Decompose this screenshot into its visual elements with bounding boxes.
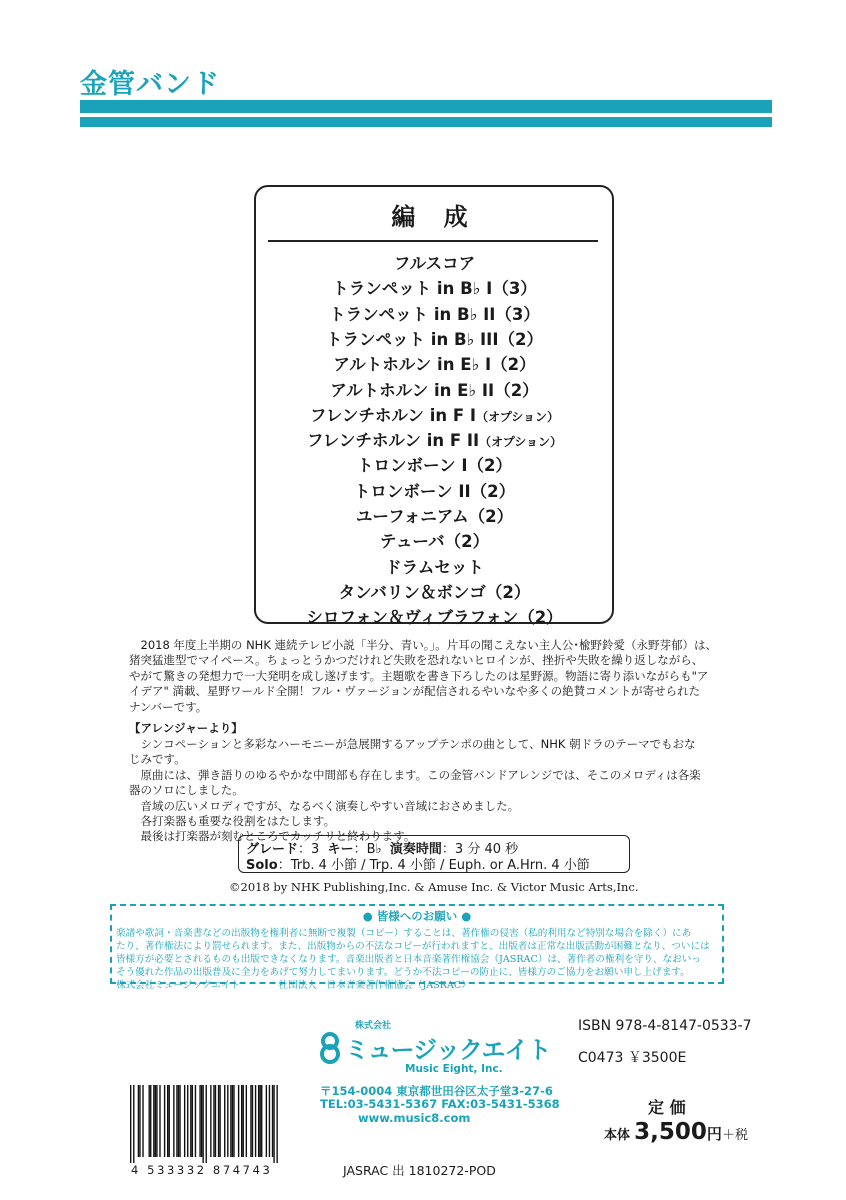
barcode-bar <box>224 1085 225 1157</box>
description-line: やがて驚きの発想力で一大発明を成し遂げます。主題歌を書き下ろしたのは星野源。物語に寄り添いながらも"ア <box>129 668 709 683</box>
grade-value: ：3 <box>298 842 320 857</box>
barcode-bar <box>164 1085 165 1157</box>
instrument-name: シロフォン＆ヴィブラフォン（2） <box>306 608 563 628</box>
publisher-address: 〒154-0004 東京都世田谷区太子堂3-27-6 <box>320 1084 553 1098</box>
instrument-item <box>254 579 615 603</box>
barcode-bar <box>184 1085 185 1157</box>
barcode-bar <box>179 1085 180 1157</box>
instrument-item <box>254 554 615 578</box>
barcode-bar <box>272 1085 273 1157</box>
instrument-name: フレンチホルン in F I <box>310 405 477 425</box>
instrument-item <box>254 275 615 299</box>
instrument-name: ユーフォニアム（2） <box>355 507 514 526</box>
barcode-bar <box>159 1085 160 1157</box>
instrument-item <box>254 326 615 350</box>
barcode-bar <box>273 1085 274 1163</box>
barcode-bar <box>149 1085 150 1157</box>
instrument-name: トランペット in B♭ I（3） <box>332 279 537 299</box>
instrument-item <box>254 427 615 451</box>
time-label: 演奏時間 <box>389 842 442 857</box>
barcode-bar <box>233 1085 234 1157</box>
barcode-bar <box>213 1085 214 1157</box>
logo-kaisha: 株式会社 <box>355 1021 392 1031</box>
price <box>604 1119 748 1145</box>
barcode-bar <box>276 1085 277 1163</box>
description-line: ナンバーです。 <box>129 699 208 714</box>
instrument-name: フレンチホルン in F II <box>306 431 480 451</box>
instrument-name: トロンボーン I（2） <box>356 456 513 476</box>
instrument-name: タンバリン＆ボンゴ（2） <box>338 582 531 602</box>
instrument-name: ドラムセット <box>385 557 484 577</box>
price-unit: 円 <box>706 1125 722 1143</box>
arranger-line: 各打楽器も重要な役割をはたします。 <box>129 814 336 828</box>
barcode-bar <box>150 1085 151 1157</box>
barcode-bar <box>202 1085 203 1163</box>
info-line-solo <box>246 854 590 873</box>
barcode-bar <box>190 1085 191 1157</box>
notice-line: 株式会社ミュージックエイト 社団法人 日本音楽著作権協会（JASRAC） <box>116 980 471 991</box>
instrument-item <box>254 250 615 274</box>
barcode-bar <box>241 1085 242 1157</box>
barcode-bar <box>227 1085 228 1157</box>
barcode-bar <box>269 1085 270 1157</box>
arranger-line: 音域の広いメロディですが、なるべく演奏しやすい音域におさめました。 <box>129 798 520 813</box>
instrument-note: （オプション） <box>476 409 559 424</box>
barcode-bar <box>266 1085 267 1157</box>
barcode-bar <box>250 1085 251 1157</box>
publisher-tel: TEL:03-5431-5367 FAX:03-5431-5368 <box>320 1097 560 1111</box>
barcode-bar <box>142 1085 143 1157</box>
description-line: イデア" 満載、星野ワールド全開！フル・ヴァージョンが配信されるやいなや多くの絶賛コメントが寄せられた <box>129 684 701 699</box>
arranger-heading: 【アレンジャーより】 <box>129 721 243 735</box>
barcode-bar <box>173 1085 174 1157</box>
instrument-item <box>254 503 615 527</box>
notice-line: そう優れた作品の出版普及に全力をあげて努力してまいります。どうか不法コピーの防止に、皆様方のご協力をお願い申し上げます。 <box>116 967 690 978</box>
barcode-number: 4 533332 874743 <box>131 1163 273 1177</box>
header-bar-thin <box>80 117 772 127</box>
notice-line: 皆様方が必要とされるものも出版できなくなります。音楽出版者と日本音楽著作権協会（JASRAC）は、著作者の権利を守り、なおいっ <box>116 954 701 965</box>
barcode-bar <box>155 1085 156 1157</box>
barcode-bar <box>230 1085 231 1157</box>
barcode-bar <box>167 1085 168 1157</box>
barcode-bar <box>218 1085 219 1157</box>
formation-title-rule <box>268 240 598 242</box>
instrument-name: フルスコア <box>393 254 476 273</box>
instrument-item <box>254 301 615 325</box>
barcode-bar <box>133 1085 134 1163</box>
instrument-item <box>254 351 615 375</box>
price-amount: 3,500 <box>634 1119 707 1145</box>
instrument-item <box>254 604 615 628</box>
barcode-bar <box>252 1085 253 1157</box>
publisher-url: www.music8.com <box>358 1111 471 1125</box>
barcode-bar <box>192 1085 193 1157</box>
isbn: ISBN 978-4-8147-0533-7 <box>578 1018 752 1034</box>
notice-title: ● 皆様へのお願い ● <box>362 909 472 923</box>
copyright: ©2018 by NHK Publishing,Inc. & Amuse Inc. & Victor Music Arts,Inc. <box>229 880 639 894</box>
key-value: ：B♭ <box>353 842 382 857</box>
price-label: 定 価 <box>648 1098 686 1117</box>
instrument-note: （オプション） <box>479 435 563 450</box>
page-title: 金管バンド <box>80 69 220 100</box>
logo-english: Music Eight, Inc. <box>405 1063 503 1075</box>
barcode-bar <box>139 1085 140 1157</box>
grade-label: グレード <box>246 842 299 857</box>
barcode-bar <box>199 1085 200 1157</box>
barcode-bar <box>201 1085 202 1157</box>
instrument-name: トロンボーン II（2） <box>353 481 516 501</box>
time-value: ：3 分 40 秒 <box>441 842 519 857</box>
formation-title: 編 成 <box>391 203 478 231</box>
barcode-bar <box>169 1085 170 1157</box>
jasrac-code: JASRAC 出 1810272-POD <box>343 1163 496 1178</box>
barcode-bar <box>232 1085 233 1157</box>
solo-label: Solo <box>246 858 278 873</box>
eight-logo-icon <box>315 1032 345 1064</box>
arranger-line: 最後は打楽器が刻むところでカッチリと終わります。 <box>129 829 416 844</box>
description-line: 猪突猛進型でマイペース。ちょっとうかつだけれど失敗を恐れないヒロインが、挫折や失敗を繰り返しながら、 <box>129 653 704 668</box>
barcode-bar <box>156 1085 157 1157</box>
notice-line: 楽譜や歌詞・音楽書などの出版物を権利者に無断で複製（コピー）することは、著作権の侵害（私的利用など特別な場合を除く）にあ <box>116 928 692 939</box>
barcode-bar <box>255 1085 256 1157</box>
barcode-bar <box>210 1085 211 1157</box>
instrument-item <box>254 377 615 401</box>
barcode <box>130 1085 278 1163</box>
instrument-item <box>254 528 615 552</box>
solo-value: ：Trb. 4 小節 / Trp. 4 小節 / Euph. or A.Hrn. 4 小節 <box>277 858 590 873</box>
arranger-line: シンコペーションと多彩なハーモニーが急展開するアップテンポの曲として、NHK 朝ドラのテーマでもおな <box>129 737 696 751</box>
barcode-bar <box>153 1085 154 1157</box>
barcode-bar <box>187 1085 188 1157</box>
barcode-bar <box>138 1085 139 1157</box>
price-prefix: 本体 <box>604 1128 631 1143</box>
barcode-bar <box>246 1085 247 1157</box>
instrument-item <box>254 452 615 476</box>
instrument-name: アルトホルン in E♭ II（2） <box>330 380 539 400</box>
instrument-item <box>254 402 615 426</box>
instrument-name: トランペット in B♭ II（3） <box>329 304 540 324</box>
barcode-bar <box>258 1085 259 1157</box>
instrument-name: アルトホルン in E♭ I（2） <box>333 355 536 375</box>
barcode-bar <box>130 1085 131 1163</box>
key-label: キー <box>327 842 354 857</box>
barcode-bar <box>215 1085 216 1157</box>
logo-name: ミュージックエイト <box>345 1036 551 1064</box>
barcode-bar <box>243 1085 244 1157</box>
barcode-bar <box>176 1085 177 1157</box>
barcode-bar <box>178 1085 179 1157</box>
description-line: 2018 年度上半期の NHK 連続テレビ小説「半分、青い。」。片耳の聞こえない主人公･楡野鈴愛（永野芽郁）は、 <box>129 638 718 652</box>
barcode-bar <box>219 1085 220 1157</box>
arranger-line: 器のソロにしました。 <box>129 783 244 798</box>
arranger-line: 原曲には、弾き語りのゆるやかな中間部も存在します。この金管バンドアレンジでは、そこのメロディは各楽 <box>129 767 701 782</box>
instrument-item <box>254 478 615 502</box>
price-suffix: ＋税 <box>721 1128 748 1143</box>
barcode-bar <box>195 1085 196 1157</box>
barcode-bar <box>238 1085 239 1157</box>
arranger-line: じみです。 <box>129 752 186 767</box>
header-bar-thick <box>80 100 772 113</box>
instrument-name: トランペット in B♭ III（2） <box>326 329 543 349</box>
barcode-bar <box>261 1085 262 1157</box>
instrument-name: テューバ（2） <box>379 532 490 552</box>
barcode-bar <box>206 1085 207 1163</box>
notice-line: たり、著作権法により罰せられます。また、出版物からの不法なコピーが行われますと、出版者は正常な出版活動が困難となり、ついには <box>116 941 710 952</box>
barcode-bar <box>260 1085 261 1157</box>
c-code-price: C0473 ￥3500E <box>578 1050 687 1066</box>
